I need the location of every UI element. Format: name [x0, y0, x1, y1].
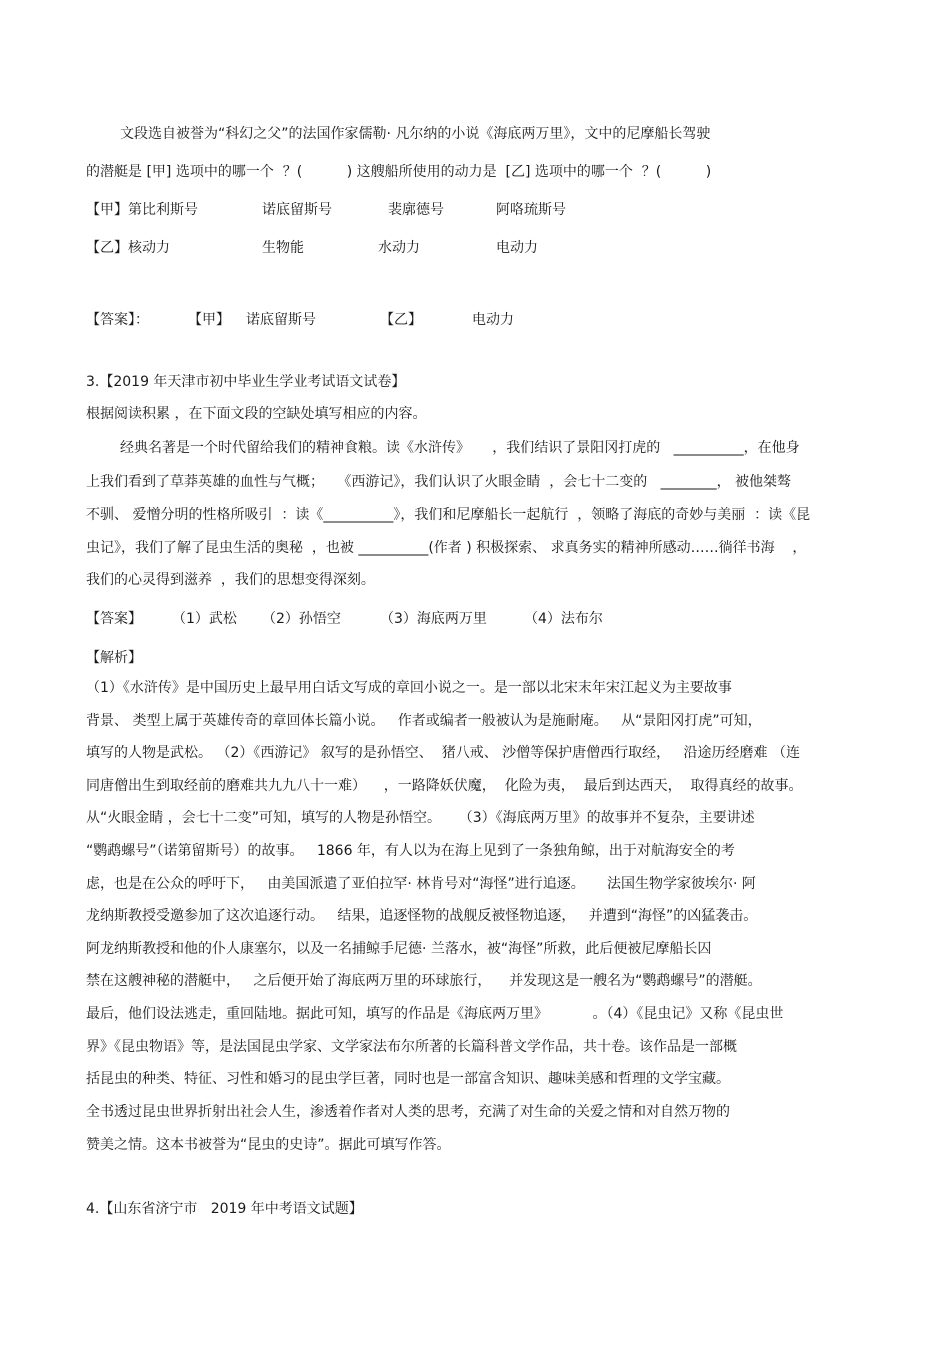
q3-analysis-line-2: 背景、 类型上属于英雄传奇的章回体长篇小说。 作者或编者一般被认为是施耐庵。 从“景阳冈打虎”可知，	[86, 713, 762, 729]
q2-option-yi-3: 水动力	[378, 240, 420, 256]
q2-option-jia-label: 【甲】第比利斯号	[86, 202, 198, 218]
q3-passage-line-2: 上我们看到了草莽英雄的血性与气概； 《西游记》，我们认识了火眼金睛 ，会七十二变的 ________， 被他桀骜	[86, 474, 792, 490]
q3-analysis-label: 【解析】	[86, 650, 142, 666]
q3-analysis-line-13: 括昆虫的种类、特征、习性和婚习的昆虫学巨著，同时也是一部富含知识、趣味美感和哲理的文学宝藏。	[86, 1071, 730, 1087]
q3-passage-line-5: 我们的心灵得到滋养 ，我们的思想变得深刻。	[86, 572, 375, 588]
q3-analysis-line-8: 龙纳斯教授受邀参加了这次追逐行动。 结果，追逐怪物的战舰反被怪物追逐， 并遭到“海怪”的凶猛袭击。	[86, 908, 758, 924]
q2-option-yi-4: 电动力	[496, 240, 538, 256]
q3-answer-item-2: （2）孙悟空	[262, 611, 341, 627]
q3-answer-item-4: （4）法布尔	[524, 611, 603, 627]
q3-analysis-line-10: 禁在这艘神秘的潜艇中， 之后便开始了海底两万里的环球旅行， 并发现这是一艘名为“鹦鹉螺号”的潜艇。	[86, 973, 762, 989]
q3-analysis-line-5: 从“火眼金睛 ，会七十二变”可知，填写的人物是孙悟空。 （3）《海底两万里》的故事并不复杂，主要讲述	[86, 810, 755, 826]
q2-option-jia-3: 裴廓德号	[388, 202, 444, 218]
q3-passage-line-3: 不驯、 爱憎分明的性格所吸引 ：读《__________》，我们和尼摩船长一起航行 ，领略了海底的奇妙与美丽 ：读《昆	[86, 507, 811, 523]
q3-analysis-line-1: （1）《水浒传》是中国历史上最早用白话文写成的章回小说之一。是一部以北宋末年宋江起义为主要故事	[86, 680, 732, 696]
q2-option-jia-4: 阿咯琉斯号	[496, 202, 566, 218]
q3-passage-line-4: 虫记》，我们了解了昆虫生活的奥秘 ，也被 __________(作者 ) 积极探索、 求真务实的精神所感动……徜徉书海 ，	[86, 540, 807, 556]
q3-analysis-line-12: 界》《昆虫物语》等，是法国昆虫学家、文学家法布尔所著的长篇科普文学作品，共十卷。该作品是一部概	[86, 1039, 737, 1055]
q3-answer-item-3: （3）海底两万里	[380, 611, 487, 627]
q3-analysis-line-4: 同唐僧出生到取经前的磨难共九九八十一难） ，一路降妖伏魔， 化险为夷， 最后到达西天， 取得真经的故事。	[86, 778, 803, 794]
q3-analysis-line-3: 填写的人物是武松。 （2）《西游记》 叙写的是孙悟空、 猪八戒、 沙僧等保护唐僧西行取经， 沿途历经磨难 （连	[86, 745, 800, 761]
q2-answer-yi-tag: 【乙】	[380, 312, 422, 328]
q2-answer-yi-value: 电动力	[472, 312, 514, 328]
q2-option-yi-label: 【乙】核动力	[86, 240, 170, 256]
q3-analysis-line-14: 全书透过昆虫世界折射出社会人生，渗透着作者对人类的思考，充满了对生命的关爱之情和对自然万物的	[86, 1104, 730, 1120]
q3-passage-line-1: 经典名著是一个时代留给我们的精神食粮。读《水浒传》 ，我们结识了景阳冈打虎的 __________，在他身	[120, 440, 800, 456]
q3-analysis-line-7: 虑，也是在公众的呼吁下， 由美国派遣了亚伯拉罕· 林肯号对“海怪”进行追逐。 法国生物学家彼埃尔· 阿	[86, 876, 756, 892]
q2-text-line-1: 文段选自被誉为“科幻之父”的法国作家儒勒· 凡尔纳的小说《海底两万里》，文中的尼摩船长驾驶	[120, 126, 711, 142]
q3-answer-item-1: （1）武松	[172, 611, 237, 627]
q3-analysis-line-6: “鹦鹉螺号”（诺第留斯号）的故事。 1866 年，有人以为在海上见到了一条独角鲸，出于对航海安全的考	[86, 843, 735, 859]
q2-text-line-2: 的潜艇是 [甲] 选项中的哪一个 ？( ) 这艘船所使用的动力是 [乙] 选项中的哪一个 ？( )	[86, 164, 712, 180]
q3-instruction: 根据阅读积累 ，在下面文段的空缺处填写相应的内容。	[86, 406, 427, 422]
q3-answer-label: 【答案】	[86, 611, 142, 627]
q3-analysis-line-9: 阿龙纳斯教授和他的仆人康塞尔，以及一名捕鲸手尼德· 兰落水，被“海怪”所救，此后便被尼摩船长囚	[86, 941, 712, 957]
q3-analysis-line-15: 赞美之情。这本书被誉为“昆虫的史诗”。据此可填写作答。	[86, 1137, 451, 1153]
q2-option-yi-2: 生物能	[262, 240, 304, 256]
q2-answer-jia-tag: 【甲】	[188, 312, 230, 328]
q2-option-jia-2: 诺底留斯号	[262, 202, 332, 218]
q2-answer-label: 【答案】：	[86, 312, 149, 328]
q4-heading: 4.【山东省济宁市 2019 年中考语文试题】	[86, 1201, 363, 1217]
q2-answer-jia-value: 诺底留斯号	[246, 312, 316, 328]
q3-analysis-line-11: 最后，他们设法逃走，重回陆地。据此可知，填写的作品是《海底两万里》 。（4）《昆虫记》又称《昆虫世	[86, 1006, 784, 1022]
q3-heading: 3.【2019 年天津市初中毕业生学业考试语文试卷】	[86, 374, 406, 390]
